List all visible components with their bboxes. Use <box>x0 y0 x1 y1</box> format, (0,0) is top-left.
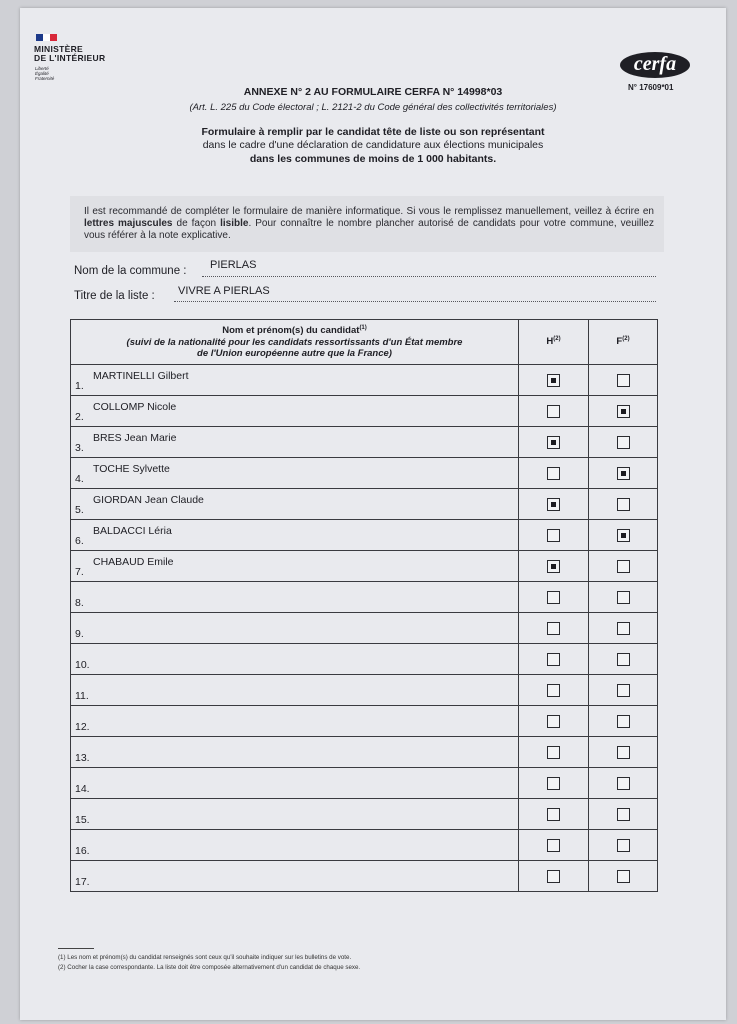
cerfa-number: N° 17609*01 <box>628 83 674 92</box>
candidate-name: COLLOMP Nicole <box>93 401 177 413</box>
male-checkbox[interactable] <box>547 715 560 728</box>
subtitle-line1: Formulaire à remplir par le candidat tête de liste ou son représentant <box>201 126 545 138</box>
female-cell <box>589 737 658 768</box>
row-number: 11. <box>75 690 89 702</box>
female-checkbox[interactable] <box>617 498 630 511</box>
candidate-name-cell[interactable] <box>71 582 519 613</box>
female-checkbox[interactable] <box>617 405 630 418</box>
female-cell <box>589 365 658 396</box>
male-cell <box>519 396 589 427</box>
subtitle-line3: dans les communes de moins de 1 000 habitants. <box>249 153 497 165</box>
candidate-name-cell[interactable] <box>71 396 519 427</box>
male-cell <box>519 768 589 799</box>
row-number: 10. <box>75 659 90 671</box>
candidate-name-cell[interactable] <box>71 861 519 892</box>
candidate-name: TOCHE Sylvette <box>93 463 170 475</box>
candidates-table <box>70 319 658 892</box>
female-checkbox[interactable] <box>617 653 630 666</box>
table-row <box>71 675 658 706</box>
table-row <box>71 582 658 613</box>
candidate-name-cell[interactable] <box>71 675 519 706</box>
male-cell <box>519 520 589 551</box>
female-checkbox[interactable] <box>617 560 630 573</box>
male-cell <box>519 613 589 644</box>
male-cell <box>519 365 589 396</box>
row-number: 12. <box>75 721 90 733</box>
candidate-name: GIORDAN Jean Claude <box>93 494 204 506</box>
candidate-name-cell[interactable] <box>71 706 519 737</box>
table-row <box>71 396 658 427</box>
candidate-name-cell[interactable] <box>71 551 519 582</box>
candidate-name-cell[interactable] <box>71 365 519 396</box>
female-checkbox[interactable] <box>617 591 630 604</box>
candidate-name-cell[interactable] <box>71 799 519 830</box>
candidate-name-cell[interactable] <box>71 520 519 551</box>
female-checkbox[interactable] <box>617 808 630 821</box>
row-number: 15. <box>75 814 90 826</box>
row-number: 14. <box>75 783 90 795</box>
row-number: 2. <box>75 411 84 423</box>
female-checkbox[interactable] <box>617 684 630 697</box>
candidate-name: MARTINELLI Gilbert <box>93 370 189 382</box>
commune-input[interactable]: PIERLAS <box>210 259 257 271</box>
female-checkbox[interactable] <box>617 715 630 728</box>
male-cell <box>519 551 589 582</box>
candidate-name-cell[interactable] <box>71 830 519 861</box>
male-checkbox[interactable] <box>547 746 560 759</box>
row-number: 3. <box>75 442 84 454</box>
male-cell <box>519 706 589 737</box>
female-checkbox[interactable] <box>617 777 630 790</box>
liste-label: Titre de la liste : <box>74 290 155 302</box>
female-cell <box>589 396 658 427</box>
male-checkbox[interactable] <box>547 591 560 604</box>
row-number: 16. <box>75 845 90 857</box>
male-checkbox[interactable] <box>547 622 560 635</box>
ministry-line2: DE L'INTÉRIEUR <box>34 53 106 63</box>
male-checkbox[interactable] <box>547 405 560 418</box>
male-cell <box>519 582 589 613</box>
male-cell <box>519 644 589 675</box>
instructions-notice: Il est recommandé de compléter le formulaire de manière informatique. Si vous le remplissez manuellement, veillez à écrire en lettres majuscules de façon lisible. Pour connaître le nombre plancher autorisé de candidats pour votre commune, veuillez vous référer à la note explicative. <box>70 196 664 252</box>
female-cell <box>589 613 658 644</box>
male-checkbox[interactable] <box>547 808 560 821</box>
male-checkbox[interactable] <box>547 839 560 852</box>
row-number: 5. <box>75 504 84 516</box>
female-cell <box>589 551 658 582</box>
table-header-row <box>71 320 658 365</box>
male-checkbox[interactable] <box>547 560 560 573</box>
row-number: 1. <box>75 380 84 392</box>
name-column-header: Nom et prénom(s) du candidat$^{(1)}$ (suivi de la nationalité pour les candidats ressortissants d'un État membre de l'Union européenne autre que la France) <box>71 320 519 365</box>
table-row <box>71 644 658 675</box>
row-number: 4. <box>75 473 84 485</box>
male-cell <box>519 427 589 458</box>
female-checkbox[interactable] <box>617 622 630 635</box>
male-cell <box>519 458 589 489</box>
male-checkbox[interactable] <box>547 436 560 449</box>
footnote-rule <box>58 948 94 949</box>
male-checkbox[interactable] <box>547 777 560 790</box>
candidate-name-cell[interactable] <box>71 489 519 520</box>
republic-motto <box>35 66 54 81</box>
female-checkbox[interactable] <box>617 436 630 449</box>
male-cell <box>519 489 589 520</box>
candidate-name-cell[interactable] <box>71 458 519 489</box>
candidate-name-cell[interactable] <box>71 427 519 458</box>
footnote-1: (1) Les nom et prénom(s) du candidat renseignés sont ceux qu'il souhaite indiquer sur les bulletins de vote. <box>58 954 352 961</box>
commune-underline <box>202 276 656 277</box>
form-page <box>20 8 726 1020</box>
table-row <box>71 830 658 861</box>
table-row <box>71 737 658 768</box>
candidate-name-cell[interactable] <box>71 613 519 644</box>
male-cell <box>519 830 589 861</box>
table-row <box>71 613 658 644</box>
liste-underline <box>174 301 656 302</box>
female-cell <box>589 861 658 892</box>
female-cell <box>589 520 658 551</box>
male-checkbox[interactable] <box>547 529 560 542</box>
female-cell <box>589 706 658 737</box>
male-checkbox[interactable] <box>547 467 560 480</box>
flag-white <box>43 34 50 41</box>
row-number: 9. <box>75 628 84 640</box>
female-cell <box>589 458 658 489</box>
motto-fraternite: Fraternité <box>35 76 55 81</box>
table-row <box>71 551 658 582</box>
table-row <box>71 365 658 396</box>
male-checkbox[interactable] <box>547 374 560 387</box>
flag-red <box>50 34 57 41</box>
row-number: 6. <box>75 535 84 547</box>
row-number: 13. <box>75 752 90 764</box>
candidate-name: BRES Jean Marie <box>93 432 177 444</box>
male-column-header: $H^{(2)}$ <box>519 320 589 365</box>
candidate-name-cell[interactable] <box>71 737 519 768</box>
liste-input[interactable]: VIVRE A PIERLAS <box>178 285 270 297</box>
table-row <box>71 427 658 458</box>
female-cell <box>589 830 658 861</box>
male-cell <box>519 737 589 768</box>
male-cell <box>519 799 589 830</box>
row-number: 8. <box>75 597 84 609</box>
male-checkbox[interactable] <box>547 684 560 697</box>
row-number: 7. <box>75 566 84 578</box>
marianne-logo <box>36 34 57 41</box>
female-column-header: $F^{(2)}$ <box>589 320 658 365</box>
female-cell <box>589 644 658 675</box>
subtitle-line2: dans le cadre d'une déclaration de candidature aux élections municipales <box>202 139 544 151</box>
candidate-name-cell[interactable] <box>71 768 519 799</box>
female-checkbox[interactable] <box>617 870 630 883</box>
female-checkbox[interactable] <box>617 529 630 542</box>
motto-liberte: Liberté <box>35 66 49 71</box>
legal-articles: (Art. L. 225 du Code électoral ; L. 2121-2 du Code général des collectivités territoriales) <box>189 102 557 113</box>
female-cell <box>589 427 658 458</box>
female-cell <box>589 582 658 613</box>
female-checkbox[interactable] <box>617 374 630 387</box>
commune-label: Nom de la commune : <box>74 265 187 277</box>
male-cell <box>519 861 589 892</box>
female-cell <box>589 489 658 520</box>
male-checkbox[interactable] <box>547 870 560 883</box>
female-checkbox[interactable] <box>617 467 630 480</box>
flag-blue <box>36 34 43 41</box>
ministry-name <box>34 45 105 63</box>
female-cell <box>589 799 658 830</box>
table-row <box>71 520 658 551</box>
candidate-name: BALDACCI Léria <box>93 525 172 537</box>
female-cell <box>589 675 658 706</box>
ministry-line1: MINISTÈRE <box>34 44 83 54</box>
male-cell <box>519 675 589 706</box>
male-checkbox[interactable] <box>547 653 560 666</box>
table-row <box>71 768 658 799</box>
female-checkbox[interactable] <box>617 746 630 759</box>
table-row <box>71 861 658 892</box>
table-row <box>71 489 658 520</box>
candidates-body <box>71 365 658 892</box>
row-number: 17. <box>75 876 90 888</box>
female-checkbox[interactable] <box>617 839 630 852</box>
male-checkbox[interactable] <box>547 498 560 511</box>
table-row <box>71 458 658 489</box>
cerfa-logo: cerfa <box>620 52 690 78</box>
motto-egalite: Égalité <box>35 71 49 76</box>
candidate-name: CHABAUD Emile <box>93 556 174 568</box>
table-row <box>71 799 658 830</box>
annex-title: ANNEXE N° 2 AU FORMULAIRE CERFA N° 14998*03 <box>243 86 503 98</box>
table-row <box>71 706 658 737</box>
female-cell <box>589 768 658 799</box>
candidate-name-cell[interactable] <box>71 644 519 675</box>
footnote-2: (2) Cocher la case correspondante. La liste doit être composée alternativement d'un candidat de chaque sexe. <box>58 964 361 971</box>
